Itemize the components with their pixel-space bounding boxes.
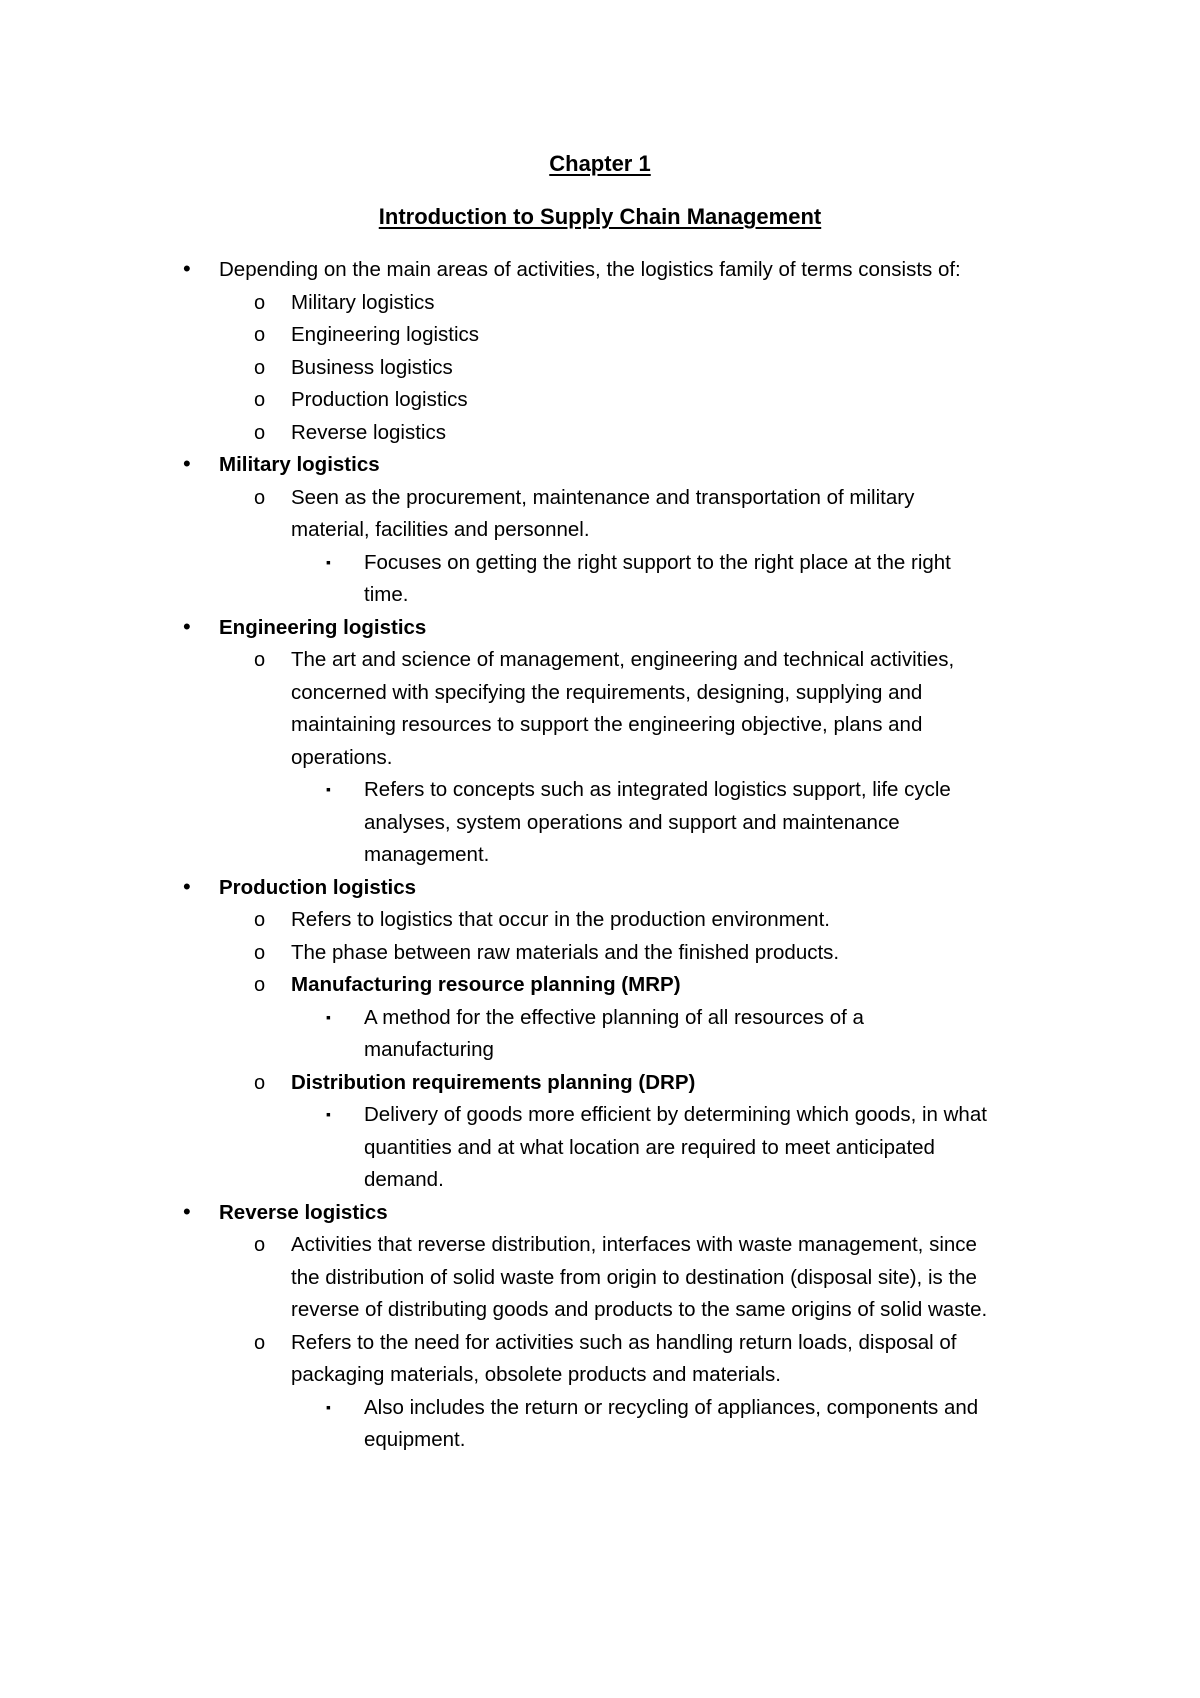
outline-text: Military logistics: [291, 290, 435, 314]
outline-text: manufacturing: [364, 1038, 494, 1061]
bullet-level-1-icon: •: [183, 1198, 191, 1224]
outline-text: material, facilities and personnel.: [291, 518, 590, 541]
bullet-level-3-icon: ▪: [326, 1398, 331, 1415]
outline-text: Engineering logistics: [291, 323, 480, 346]
outline-text: Engineering logistics: [219, 615, 427, 639]
outline-line: [0, 1262, 1200, 1295]
outline-line: [0, 254, 1200, 287]
outline-line: [0, 904, 1200, 937]
bullet-level-1-icon: •: [183, 451, 191, 476]
outline-line: [0, 579, 1200, 612]
outline-line: [0, 1164, 1200, 1197]
outline-text: Seen as the procurement, maintenance and transportation of military: [291, 485, 915, 509]
outline-text: Reverse logistics: [219, 1200, 388, 1224]
outline-text: packaging materials, obsolete products and materials.: [291, 1363, 781, 1386]
bullet-level-2-icon: o: [254, 909, 266, 931]
outline-line: [0, 1392, 1200, 1425]
outline-line: [0, 417, 1200, 450]
bullet-level-1-icon: •: [183, 613, 191, 639]
document-title: Introduction to Supply Chain Management: [378, 204, 822, 229]
outline-text: analyses, system operations and support and maintenance: [364, 810, 900, 834]
outline-text: quantities and at what location are required to meet anticipated: [364, 1135, 935, 1159]
bullet-level-2-icon: o: [254, 649, 266, 671]
outline-text: demand.: [364, 1168, 444, 1191]
outline-text: Focuses on getting the right support to the right place at the right: [364, 550, 951, 574]
outline-text: The art and science of management, engineering and technical activities,: [291, 648, 955, 671]
outline-text: operations.: [291, 745, 393, 769]
document-body: [0, 254, 1200, 1457]
outline-text: Activities that reverse distribution, interfaces with waste management, since: [291, 1233, 977, 1256]
outline-text: Military logistics: [219, 453, 380, 476]
outline-line: [0, 612, 1200, 645]
outline-text: Production logistics: [291, 388, 468, 411]
bullet-level-3-icon: ▪: [326, 1008, 331, 1025]
outline-line: [0, 547, 1200, 580]
outline-text: Refers to concepts such as integrated logistics support, life cycle: [364, 778, 951, 801]
bullet-level-2-icon: o: [254, 941, 266, 964]
outline-text: reverse of distributing goods and products to the same origins of solid waste.: [291, 1298, 988, 1321]
outline-line: [0, 1424, 1200, 1457]
outline-line: [0, 384, 1200, 417]
bullet-level-2-icon: o: [254, 389, 266, 411]
outline-text: Business logistics: [291, 355, 453, 379]
outline-line: [0, 774, 1200, 807]
outline-line: [0, 937, 1200, 970]
outline-line: [0, 839, 1200, 872]
bullet-level-1-icon: •: [183, 256, 191, 281]
outline-line: [0, 514, 1200, 547]
outline-line: [0, 1034, 1200, 1067]
outline-line: [0, 644, 1200, 677]
outline-text: A method for the effective planning of all resources of a: [364, 1005, 864, 1029]
bullet-level-2-icon: o: [254, 1331, 266, 1354]
outline-text: concerned with specifying the requirements, designing, supplying and: [291, 680, 923, 704]
outline-text: Reverse logistics: [291, 420, 446, 444]
outline-text: management.: [364, 843, 490, 866]
bullet-level-3-icon: ▪: [326, 781, 331, 797]
outline-line: [0, 872, 1200, 905]
bullet-level-2-icon: o: [254, 421, 266, 444]
outline-line: [0, 677, 1200, 710]
outline-line: [0, 352, 1200, 385]
outline-text: Refers to the need for activities such as handling return loads, disposal of: [291, 1330, 957, 1354]
bullet-level-2-icon: o: [254, 291, 266, 314]
bullet-level-2-icon: o: [254, 1071, 266, 1094]
bullet-level-3-icon: ▪: [326, 553, 331, 570]
outline-line: [0, 1359, 1200, 1392]
outline-line: [0, 1067, 1200, 1100]
outline-text: Also includes the return or recycling of appliances, components and: [364, 1395, 979, 1419]
outline-line: [0, 287, 1200, 320]
outline-text: Depending on the main areas of activities, the logistics family of terms consists of:: [219, 258, 961, 281]
outline-line: [0, 969, 1200, 1002]
bullet-level-2-icon: o: [254, 324, 266, 346]
chapter-heading: Chapter 1: [549, 151, 651, 176]
outline-text: Distribution requirements planning (DRP): [291, 1070, 696, 1094]
outline-text: equipment.: [364, 1428, 466, 1451]
outline-text: The phase between raw materials and the finished products.: [291, 940, 840, 964]
outline-line: [0, 319, 1200, 352]
outline-line: [0, 1294, 1200, 1327]
outline-line: [0, 1002, 1200, 1035]
bullet-level-2-icon: o: [254, 486, 266, 509]
outline-line: [0, 1132, 1200, 1165]
outline-text: time.: [364, 583, 409, 606]
outline-line: [0, 1229, 1200, 1262]
outline-line: [0, 742, 1200, 775]
outline-text: Manufacturing resource planning (MRP): [291, 973, 681, 996]
outline-text: Delivery of goods more efficient by determining which goods, in what: [364, 1103, 987, 1126]
bullet-level-2-icon: o: [254, 356, 266, 379]
outline-text: Refers to logistics that occur in the production environment.: [291, 908, 830, 931]
bullet-level-1-icon: •: [183, 873, 191, 899]
bullet-level-2-icon: o: [254, 974, 266, 996]
outline-text: maintaining resources to support the engineering objective, plans and: [291, 713, 923, 736]
outline-line: [0, 482, 1200, 515]
outline-text: Production logistics: [219, 875, 417, 899]
bullet-level-3-icon: ▪: [326, 1106, 331, 1122]
outline-line: [0, 807, 1200, 840]
outline-line: [0, 1327, 1200, 1360]
outline-line: [0, 1197, 1200, 1230]
outline-line: [0, 709, 1200, 742]
outline-line: [0, 1099, 1200, 1132]
outline-text: the distribution of solid waste from origin to destination (disposal site), is the: [291, 1265, 977, 1289]
bullet-level-2-icon: o: [254, 1234, 266, 1256]
outline-line: [0, 449, 1200, 482]
